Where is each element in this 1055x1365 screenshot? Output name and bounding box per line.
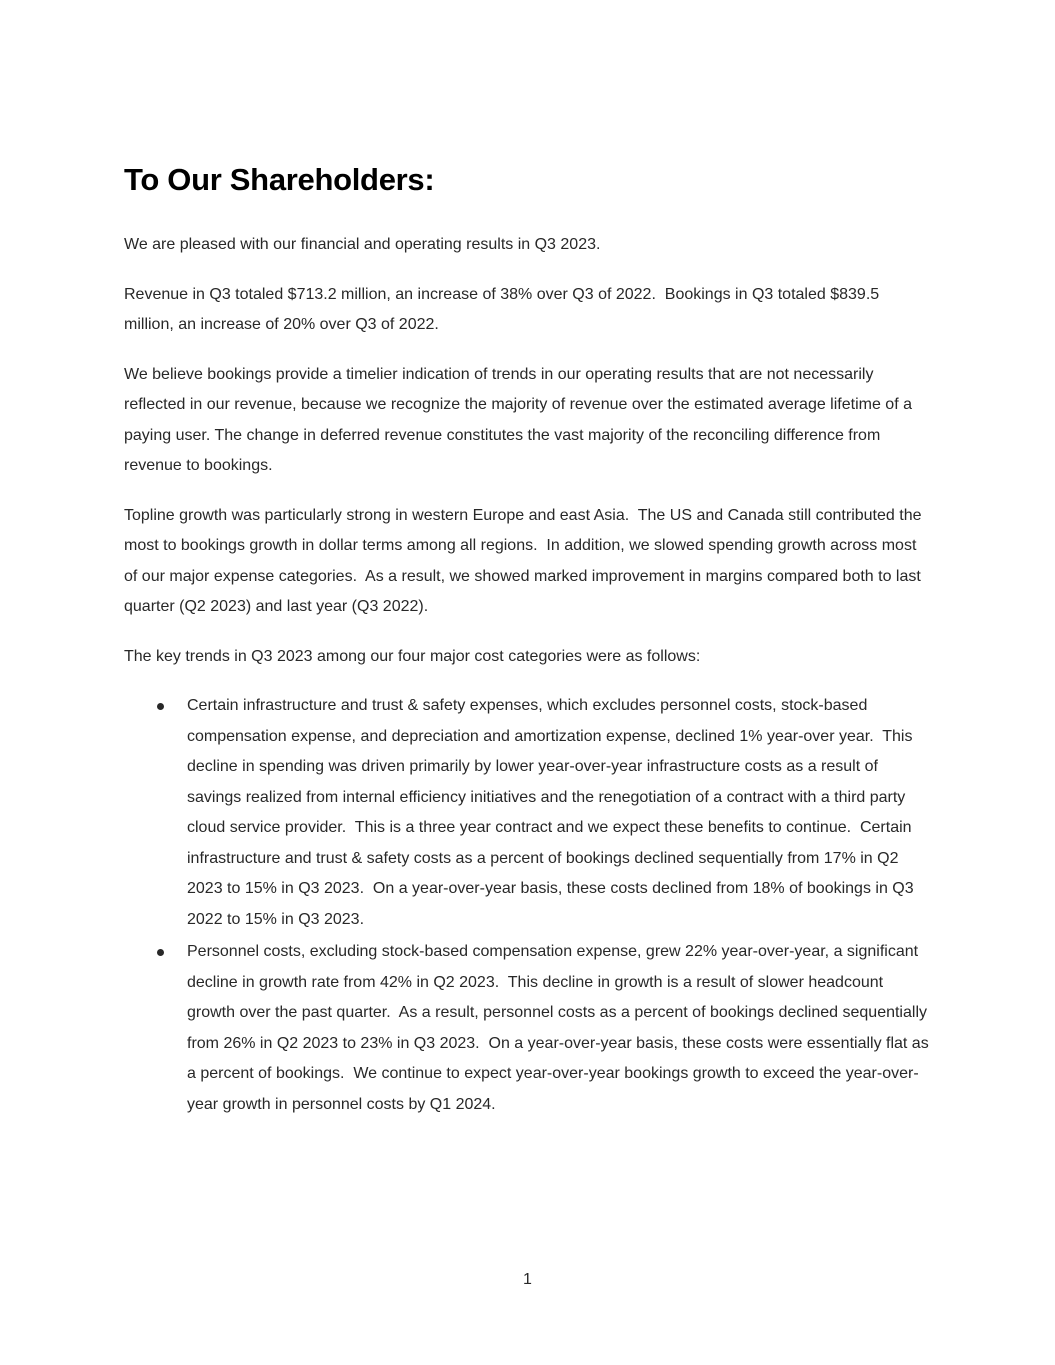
paragraph-revenue-bookings: Revenue in Q3 totaled $713.2 million, an increase of 38% over Q3 of 2022. Bookings in Q3 totaled $839.5 million, an increase of 20% over Q3 of 2022. (124, 285, 884, 333)
list-item-text: Certain infrastructure and trust & safety expenses, which excludes personnel costs, stock-based compensation expense, and depreciation and amortization expense, declined 1% year-over year. This decline in spending was driven primarily by lower year-over-year infrastructure costs as a result of savings realized from internal efficiency initiatives and the renegotiation of a contract with a third party cloud service provider. This is a three year contract and we expect these benefits to continue. Certain infrastructure and trust & safety costs as a percent of bookings declined sequentially from 17% in Q2 2023 to 15% in Q3 2023. On a year-over-year basis, these costs declined from 18% of bookings in Q3 2022 to 15% in Q3 2023. (187, 697, 919, 928)
paragraph-intro: We are pleased with our financial and operating results in Q3 2023. (124, 236, 601, 253)
cost-trends-list (124, 691, 932, 1120)
list-item-text: Personnel costs, excluding stock-based compensation expense, grew 22% year-over-year, a significant decline in growth rate from 42% in Q2 2023. This decline in growth is a result of slower headcount growth over the past quarter. As a result, personnel costs as a percent of bookings declined sequentially from 26% in Q2 2023 to 23% in Q3 2023. On a year-over-year basis, these costs were essentially flat as a percent of bookings. We continue to expect year-over-year bookings growth to exceed the year-over-year growth in personnel costs by Q1 2024. (187, 943, 934, 1113)
paragraph-topline-growth: Topline growth was particularly strong in western Europe and east Asia. The US and Canada still contributed the most to bookings growth in dollar terms among all regions. In addition, we slowed spending growth across most of our major expense categories. As a result, we showed marked improvement in margins compared both to last quarter (Q2 2023) and last year (Q3 2022). (124, 506, 926, 615)
page-number: 1 (523, 1271, 532, 1288)
list-item-personnel-costs (124, 937, 932, 1120)
list-item-infrastructure-costs (124, 691, 932, 935)
bullet-icon (157, 703, 164, 710)
paragraph-bookings-explanation: We believe bookings provide a timelier indication of trends in our operating results that are not necessarily reflected in our revenue, because we recognize the majority of revenue over the estimated average lifetime of a paying user. The change in deferred revenue constitutes the vast majority of the reconciling difference from revenue to bookings. (124, 365, 917, 474)
page-title: To Our Shareholders: (124, 162, 435, 197)
bullet-icon (157, 949, 164, 956)
letter-body (124, 160, 932, 1122)
paragraph-key-trends-lead-in: The key trends in Q3 2023 among our four major cost categories were as follows: (124, 647, 701, 665)
